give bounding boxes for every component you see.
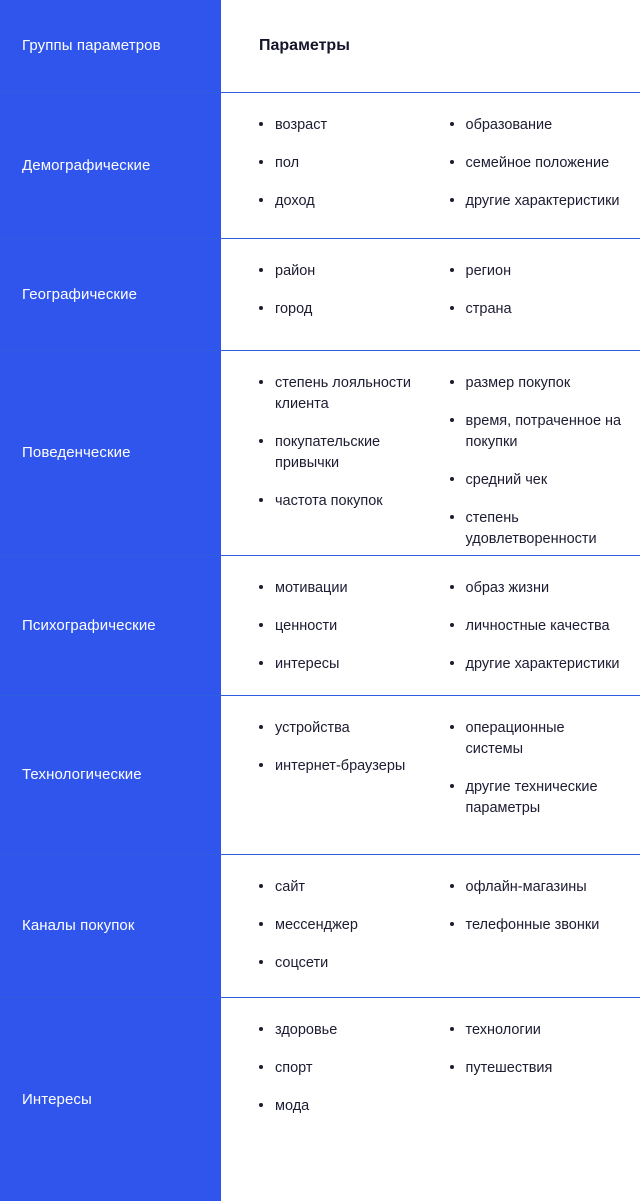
list-item-label: устройства [275,720,350,736]
list-item [259,261,432,282]
bullet-icon [450,268,454,272]
list-item-label: доход [275,193,315,210]
parameters-column-1 [259,578,432,675]
parameters-column-1 [259,1020,432,1117]
bullet-icon [259,306,263,310]
group-label-psychographic: Психографические [0,556,221,695]
list-item-label: время, потраченное на покупки [465,413,622,451]
bullet-icon [259,268,263,272]
group-label-technological: Технологические [0,696,221,854]
list-item-label: покупательские привычки [275,434,381,472]
bullet-icon [259,122,263,126]
parameters-column-2 [450,373,623,550]
list-item-label: семейное положение [465,155,610,172]
list-item-label: мессенджер [275,917,358,934]
bullet-icon [259,498,263,502]
list-item-label: степень удовлетворенности [465,510,597,548]
list-item-label: личностные качества [465,618,610,635]
parameters-cell-behavioral [221,351,640,555]
list-item-label: образование [465,117,553,133]
list-item [450,191,623,212]
list-item-label: район [275,263,316,279]
bullet-icon [450,1027,454,1031]
bullet-icon [450,477,454,481]
parameters-column-2 [450,578,623,675]
bullet-icon [450,515,454,519]
bullet-icon [259,585,263,589]
bullet-icon [259,884,263,888]
list-item-label: мода [275,1098,310,1115]
list-item [450,877,623,898]
list-item [259,616,432,637]
list-item-label: интересы [275,656,340,673]
bullet-icon [450,380,454,384]
group-label-geographic: Географические [0,239,221,350]
list-item [450,578,623,599]
list-item [450,1058,623,1079]
bullet-icon [450,585,454,589]
list-item-label: страна [465,301,512,318]
list-item [259,756,432,777]
bullet-icon [450,160,454,164]
parameters-column-2 [450,877,623,936]
header-cell-parameters: Параметры [221,0,640,92]
list-item [450,470,623,491]
list-item-label: другие характеристики [465,656,620,673]
parameters-column-2 [450,1020,623,1079]
table-row [0,93,640,239]
list-item [259,491,432,512]
bullet-icon [259,661,263,665]
group-label-interests: Интересы [0,998,221,1201]
list-item-label: другие технические параметры [465,779,598,817]
bullet-icon [259,439,263,443]
list-item [450,373,623,394]
list-item-label: интернет-браузеры [275,758,406,775]
list-item [450,654,623,675]
list-item-label: степень лояльности клиента [275,375,411,413]
bullet-icon [450,122,454,126]
parameters-cell-geographic [221,239,640,350]
bullet-icon [259,725,263,729]
bullet-icon [450,922,454,926]
bullet-icon [450,623,454,627]
list-item [259,877,432,898]
list-item [450,915,623,936]
list-item-label: пол [275,155,300,172]
list-item-label: операционные системы [465,720,565,758]
table-row [0,239,640,351]
list-item [450,299,623,320]
table-row [0,696,640,855]
bullet-icon [259,380,263,384]
list-item-label: город [275,301,313,318]
list-item-label: телефонные звонки [465,917,600,934]
parameters-column-2 [450,261,623,320]
bullet-icon [259,1103,263,1107]
list-item-label: путешествия [465,1060,553,1077]
list-item [450,411,623,453]
list-item-label: офлайн-магазины [465,879,587,895]
parameters-column-2 [450,718,623,819]
group-label-demographic: Демографические [0,93,221,238]
list-item-label: возраст [275,117,328,133]
parameters-cell-technological [221,696,640,854]
list-item [259,373,432,415]
list-item-label: здоровье [275,1022,338,1038]
bullet-icon [450,884,454,888]
list-item [259,654,432,675]
parameters-column-1 [259,373,432,512]
bullet-icon [450,725,454,729]
list-item [259,578,432,599]
list-item [450,508,623,550]
list-item-label: образ жизни [465,580,550,596]
list-item-label: сайт [275,879,306,895]
parameters-column-1 [259,261,432,320]
parameters-column-1 [259,115,432,212]
header-cell-groups: Группы параметров [0,0,221,92]
list-item [259,153,432,174]
table-row [0,998,640,1201]
bullet-icon [450,1065,454,1069]
list-item-label: средний чек [465,472,548,489]
list-item-label: мотивации [275,580,348,596]
list-item [450,261,623,282]
parameters-column-2 [450,115,623,212]
bullet-icon [259,1065,263,1069]
list-item-label: технологии [465,1022,541,1038]
list-item [450,718,623,760]
bullet-icon [259,623,263,627]
bullet-icon [450,784,454,788]
bullet-icon [259,1027,263,1031]
list-item [450,115,623,136]
list-item-label: ценности [275,618,338,635]
bullet-icon [259,763,263,767]
list-item [259,1096,432,1117]
list-item [450,1020,623,1041]
parameters-column-1 [259,877,432,974]
table-row [0,351,640,556]
table-row [0,556,640,696]
parameters-cell-purchase-channels [221,855,640,997]
list-item-label: другие характеристики [465,193,620,210]
list-item [259,718,432,739]
bullet-icon [259,198,263,202]
group-label-behavioral: Поведенческие [0,351,221,555]
list-item [259,1020,432,1041]
bullet-icon [450,661,454,665]
group-label-purchase-channels: Каналы покупок [0,855,221,997]
bullet-icon [259,160,263,164]
list-item-label: спорт [275,1060,313,1077]
parameters-cell-psychographic [221,556,640,695]
list-item [450,153,623,174]
bullet-icon [259,922,263,926]
parameters-cell-demographic [221,93,640,238]
list-item [259,432,432,474]
parameters-column-1 [259,718,432,777]
list-item-label: частота покупок [275,493,383,510]
table-row [0,855,640,998]
list-item-label: размер покупок [465,375,571,391]
list-item [450,616,623,637]
list-item [259,115,432,136]
bullet-icon [450,306,454,310]
list-item [259,1058,432,1079]
bullet-icon [450,418,454,422]
list-item [259,915,432,936]
list-item [259,299,432,320]
parameters-cell-interests [221,998,640,1201]
bullet-icon [450,198,454,202]
list-item [259,953,432,974]
list-item [450,777,623,819]
list-item-label: соцсети [275,955,329,972]
list-item-label: регион [465,263,512,279]
bullet-icon [259,960,263,964]
table-header-row [0,0,640,93]
list-item [259,191,432,212]
